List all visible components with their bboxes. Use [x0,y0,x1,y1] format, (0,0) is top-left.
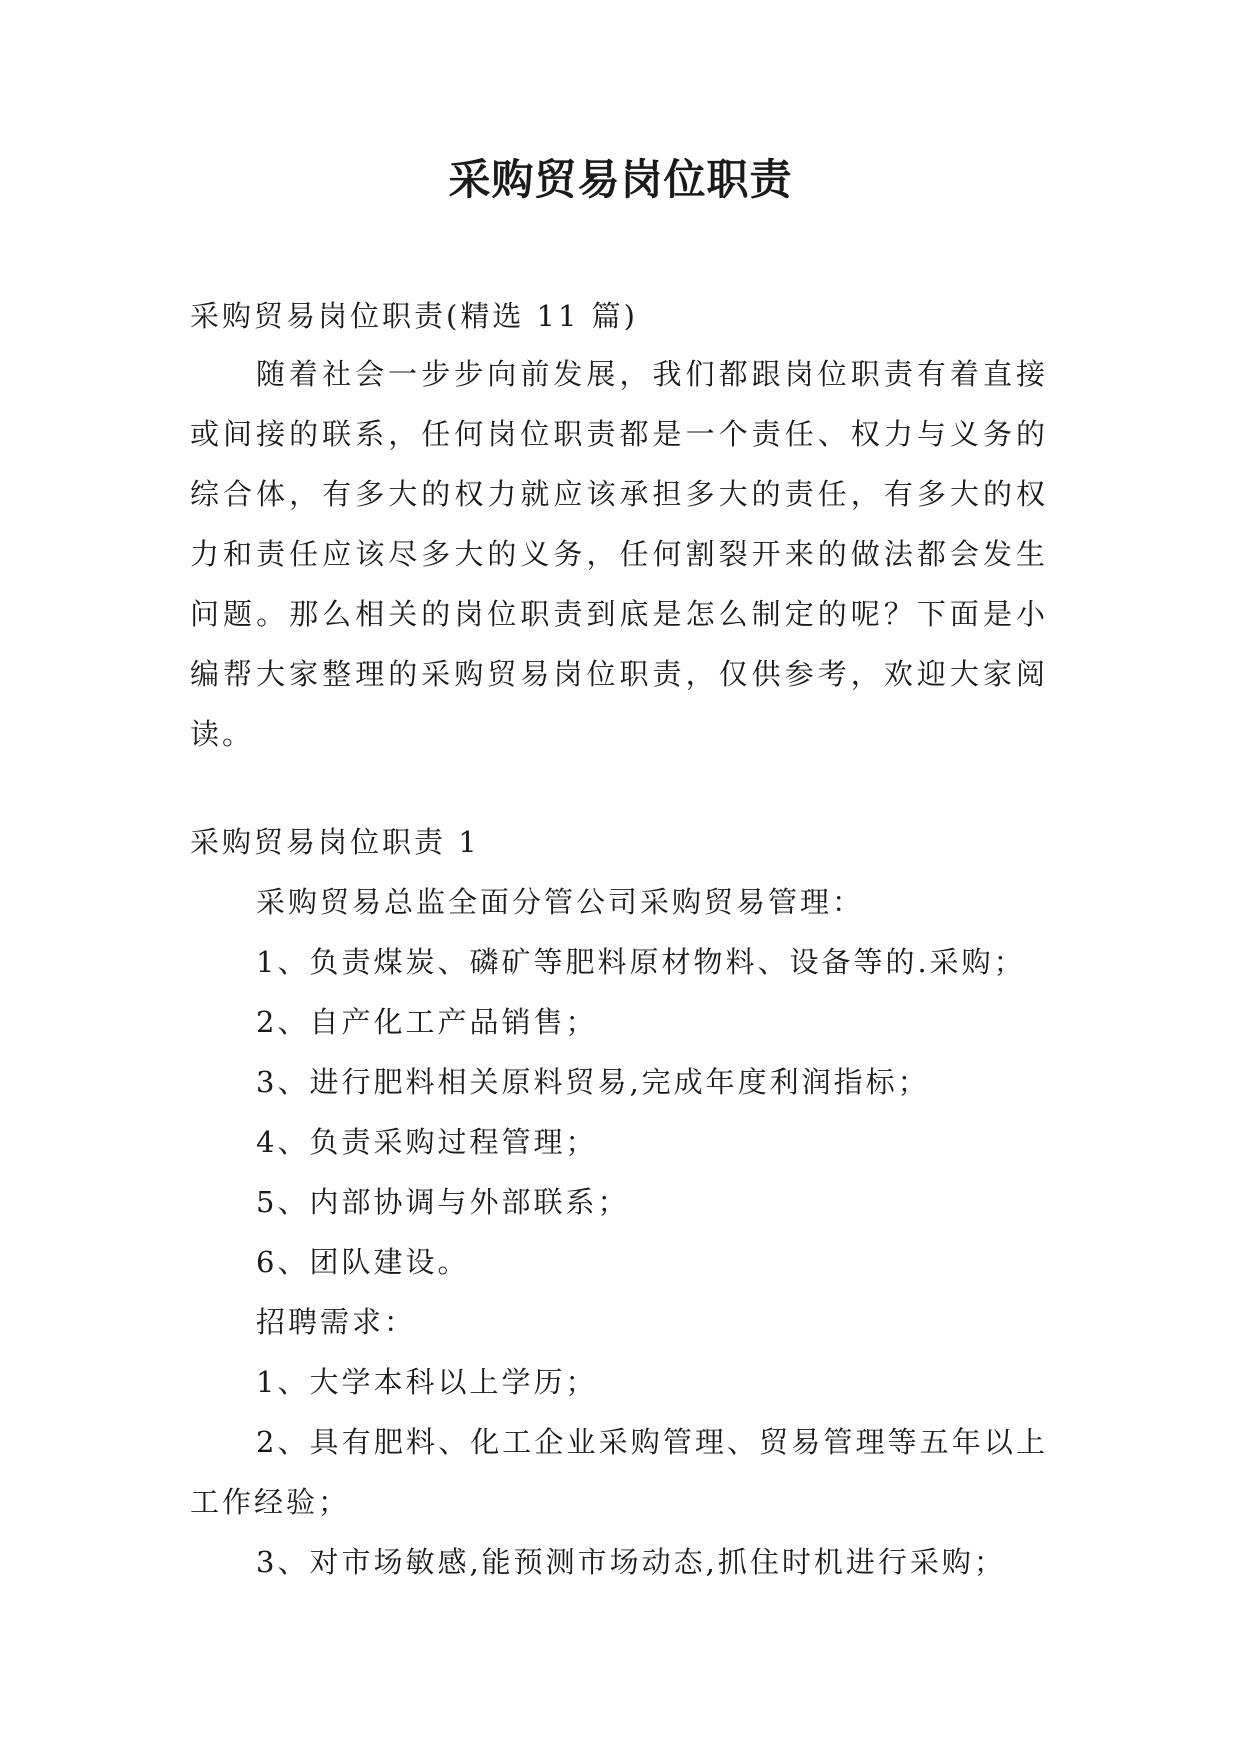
section-paragraph: 1、大学本科以上学历； [256,1365,598,1399]
section-paragraph: 5、内部协调与外部联系； [256,1185,630,1219]
section-paragraph: 6、团队建设。 [256,1245,470,1279]
section-paragraph: 3、进行肥料相关原料贸易,完成年度利润指标； [256,1065,930,1099]
section-paragraph: 2、自产化工产品销售； [256,1005,598,1039]
section-1 [190,812,1048,1592]
section-paragraph: 采购贸易总监全面分管公司采购贸易管理： [256,885,865,919]
section-paragraph: 4、负责采购过程管理； [256,1125,598,1159]
section-paragraph: 3、对市场敏感,能预测市场动态,抓住时机进行采购； [256,1545,1006,1579]
intro-paragraph: 随着社会一步步向前发展，我们都跟岗位职责有着直接或间接的联系，任何岗位职责都是一个责任、权力与义务的综合体，有多大的权力就应该承担多大的责任，有多大的权力和责任应该尽多大的义务，任何割裂开来的做法都会发生问题。那么相关的岗位职责到底是怎么制定的呢？下面是小编帮大家整理的采购贸易岗位职责，仅供参考，欢迎大家阅读。 [190,357,1048,751]
section-paragraph: 招聘需求： [256,1305,417,1339]
section-heading: 采购贸易岗位职责 1 [190,825,480,859]
document-subtitle: 采购贸易岗位职责(精选 11 篇) [190,299,638,333]
section-paragraph: 1、负责煤炭、磷矿等肥料原材物料、设备等的.采购； [256,945,1026,979]
document-title: 采购贸易岗位职责 [448,155,793,204]
section-paragraph: 2、具有肥料、化工企业采购管理、贸易管理等五年以上工作经验； [190,1425,1048,1519]
